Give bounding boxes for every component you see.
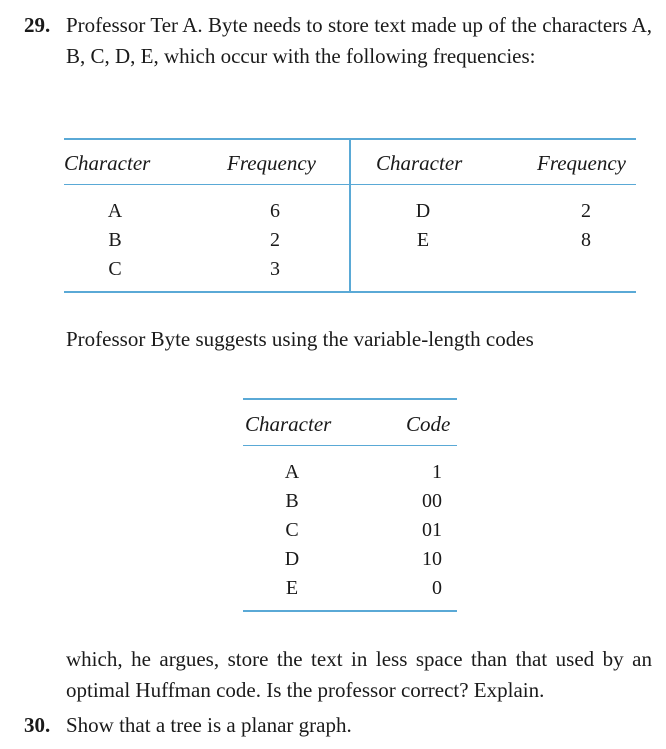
- table-cell-character: B: [108, 229, 122, 251]
- code-cell-code: 00: [422, 490, 442, 512]
- header-frequency-right: Frequency: [537, 151, 627, 175]
- problem-number: 30.: [24, 713, 51, 737]
- code-table-top-rule: [243, 398, 457, 400]
- header-frequency-left: Frequency: [227, 151, 317, 175]
- header-character-right: Character: [376, 151, 463, 175]
- header-character: Character: [245, 412, 332, 436]
- closing-text: which, he argues, store the text in less space than that used by an optimal Huffman code. Is the professor correct? Explain.: [66, 647, 652, 702]
- code-cell-character: C: [285, 519, 299, 541]
- code-cell-character: A: [284, 461, 300, 483]
- header-code: Code: [406, 412, 451, 436]
- code-cell-character: E: [285, 577, 299, 599]
- table-cell-frequency: 6: [270, 200, 280, 222]
- code-cell-code: 10: [422, 548, 442, 570]
- code-cell-code: 1: [432, 461, 442, 483]
- header-character-left: Character: [64, 151, 151, 175]
- code-table-bottom-rule: [243, 610, 457, 612]
- table-cell-frequency: 2: [270, 229, 280, 251]
- middle-text: Professor Byte suggests using the variable-length codes: [66, 327, 534, 351]
- problem-text: Professor Ter A. Byte needs to store text made up of the characters A, B, C, D, E, which occur with the following frequencies:: [66, 13, 652, 68]
- code-cell-code: 0: [432, 577, 442, 599]
- table-cell-character: C: [108, 258, 122, 280]
- table-cell-frequency: 2: [581, 200, 591, 222]
- code-cell-character: D: [284, 548, 300, 570]
- problem-text: Show that a tree is a planar graph.: [66, 713, 352, 737]
- table-cell-character: D: [415, 200, 431, 222]
- code-cell-character: B: [285, 490, 299, 512]
- code-table-header-rule: [243, 445, 457, 446]
- problem-30: [24, 710, 652, 741]
- table-bottom-rule: [64, 291, 636, 293]
- problem-number: 29.: [24, 13, 51, 37]
- table-cell-frequency: 8: [581, 229, 591, 251]
- table-cell-frequency: 3: [270, 258, 280, 280]
- table-divider: [349, 140, 351, 291]
- problem-29: [24, 10, 652, 72]
- table-cell-character: E: [416, 229, 430, 251]
- table-cell-character: A: [107, 200, 123, 222]
- code-cell-code: 01: [422, 519, 442, 541]
